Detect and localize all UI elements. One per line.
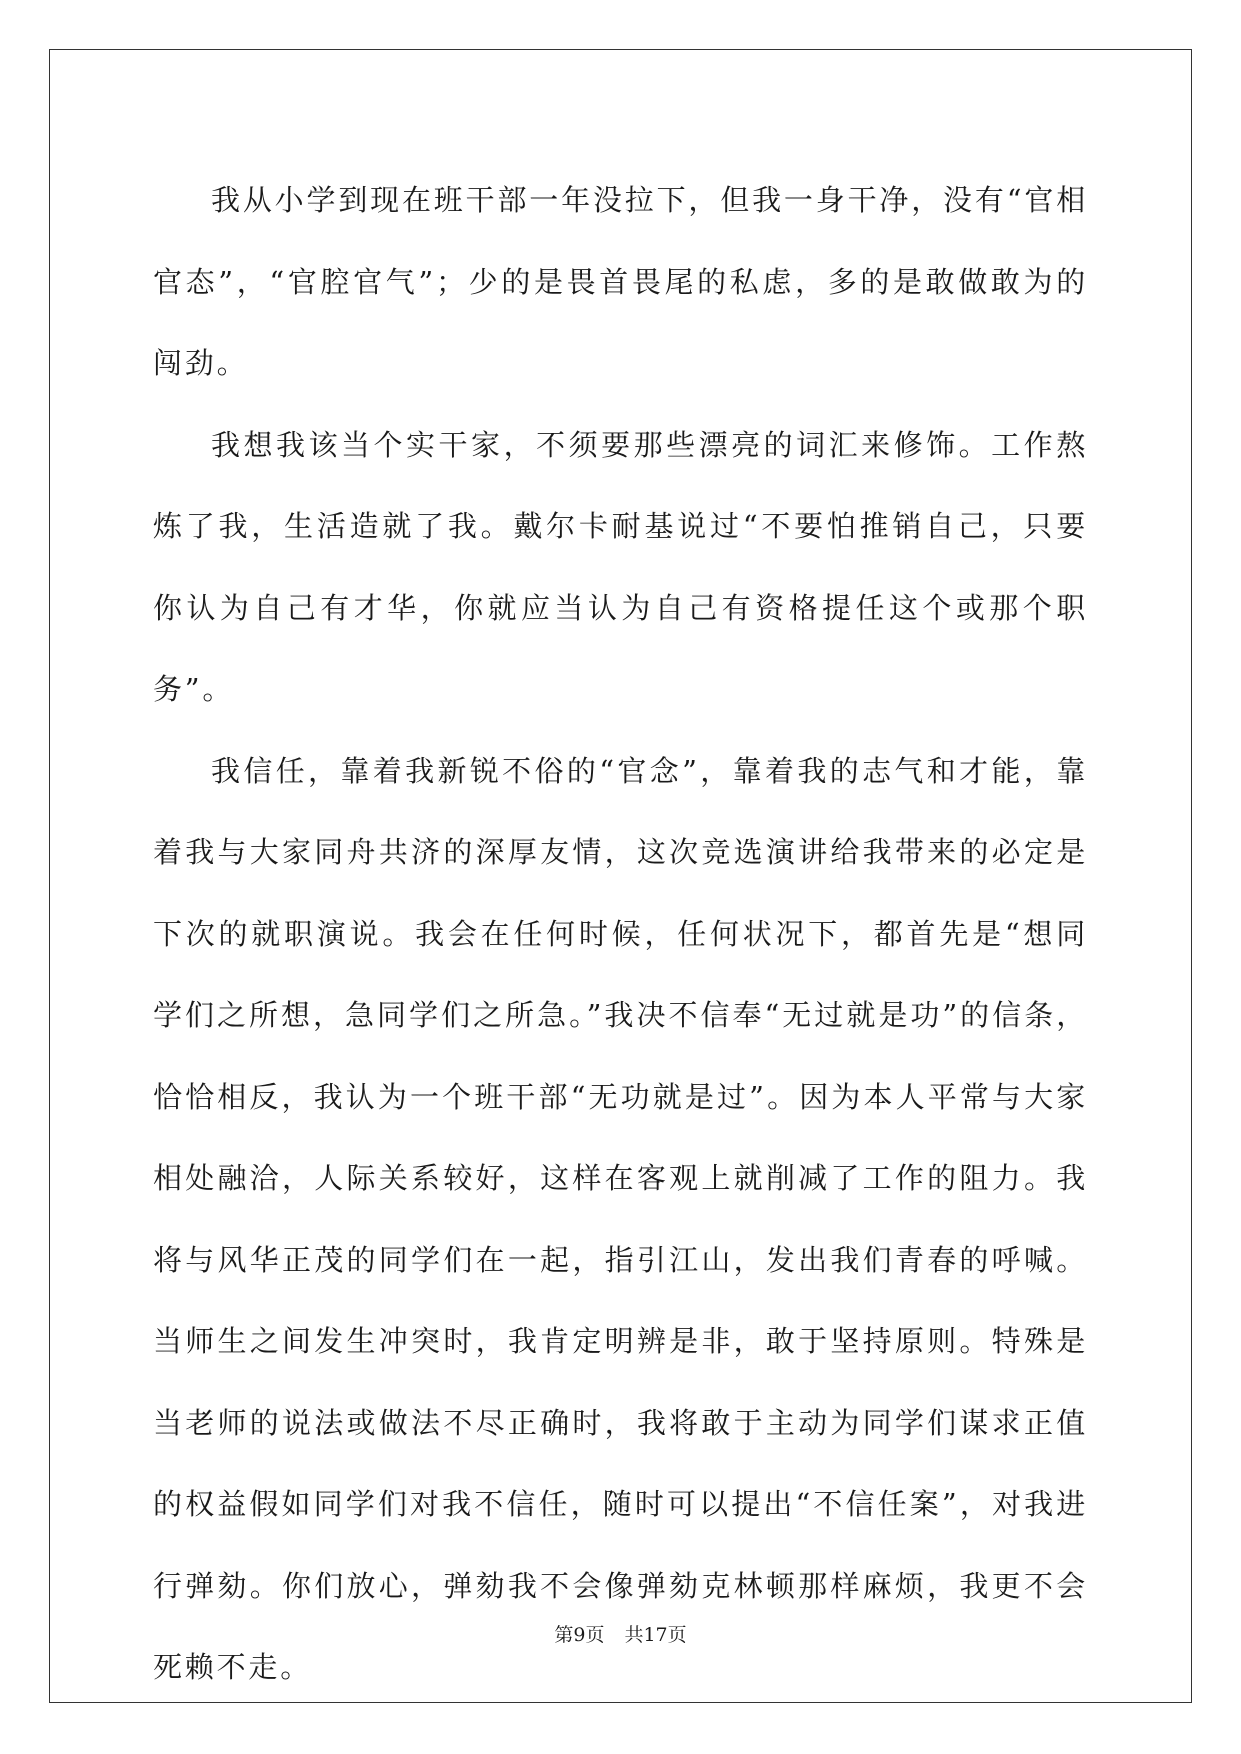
paragraph-1: 我从小学到现在班干部一年没拉下，但我一身干净，没有“官相官态”，“官腔官气”；少的是畏首畏尾的私虑，多的是敢做敢为的闯劲。 (153, 183, 1088, 380)
document-body (153, 160, 1088, 1709)
paragraph-2: 我想我该当个实干家，不须要那些漂亮的词汇来修饰。工作熬炼了我，生活造就了我。戴尔卡耐基说过“不要怕推销自己，只要你认为自己有才华，你就应当认为自己有资格提任这个或那个职务”。 (153, 427, 1088, 706)
page-footer (0, 1620, 1241, 1647)
paragraph-3: 我信任，靠着我新锐不俗的“官念”，靠着我的志气和才能，靠着我与大家同舟共济的深厚友情，这次竞选演讲给我带来的必定是下次的就职演说。我会在任何时候，任何状况下，都首先是“想同学们之所想，急同学们之所急。”我决不信奉“无过就是功”的信条，恰恰相反，我认为一个班干部“无功就是过”。因为本人平常与大家相处融洽，人际关系较好，这样在客观上就削减了工作的阻力。我将与风华正茂的同学们在一起，指引江山，发出我们青春的呼喊。当师生之间发生冲突时，我肯定明辨是非，敢于坚持原则。特殊是当老师的说法或做法不尽正确时，我将敢于主动为同学们谋求正值的权益假如同学们对我不信任，随时可以提出“不信任案”，对我进行弹劾。你们放心，弹劾我不会像弹劾克林顿那样麻烦，我更不会死赖不走。 (153, 753, 1088, 1684)
page-number-total: 共17页 (624, 1624, 687, 1646)
page-number-current: 第9页 (554, 1624, 605, 1646)
